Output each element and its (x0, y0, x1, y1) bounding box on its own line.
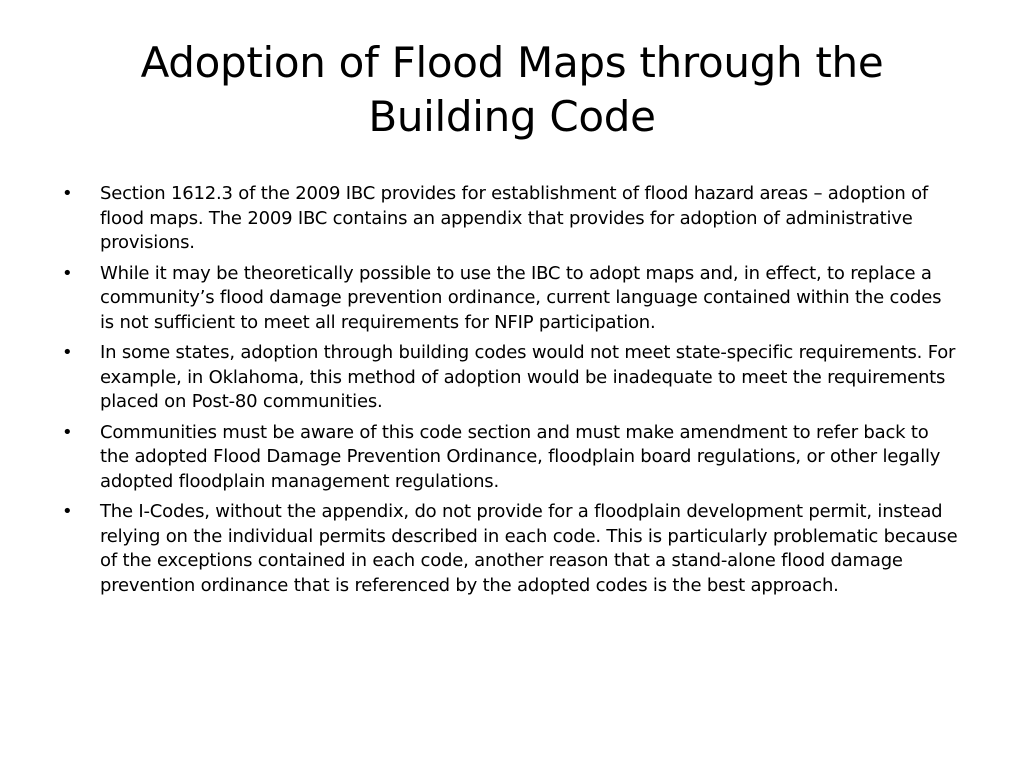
bullet-text: In some states, adoption through building codes would not meet state-specific requirements. For example, in Oklahoma, this method of adoption would be inadequate to meet the requirements placed on Post-80 communities. (100, 342, 956, 412)
bullet-icon: • (62, 342, 73, 363)
bullet-item (60, 500, 960, 598)
slide-title: Adoption of Flood Maps through the Building Code (140, 38, 884, 141)
bullet-text: The I-Codes, without the appendix, do not provide for a floodplain development permit, instead relying on the individual permits described in each code. This is particularly problematic because of the exceptions contained in each code, another reason that a stand-alone flood damage prevention ordinance that is referenced by the adopted codes is the best approach. (100, 501, 958, 596)
bullet-icon: • (62, 421, 73, 443)
bullet-icon: • (62, 262, 73, 284)
bullet-icon: • (62, 501, 73, 522)
bullet-item (60, 421, 960, 495)
bullet-item (60, 341, 960, 415)
bullet-list (60, 182, 960, 604)
bullet-text: Communities must be aware of this code section and must make amendment to refer back to the adopted Flood Damage Prevention Ordinance, floodplain board regulations, or other legally adopted floodplain management regulations. (100, 421, 941, 492)
bullet-text: Section 1612.3 of the 2009 IBC provides for establishment of flood hazard areas – adoption of flood maps. The 2009 IBC contains an appendix that provides for adoption of administrative provisions. (100, 183, 929, 253)
bullet-item (60, 182, 960, 256)
bullet-item (60, 262, 960, 336)
bullet-icon: • (62, 183, 73, 204)
bullet-text: While it may be theoretically possible to use the IBC to adopt maps and, in effect, to replace a community’s flood damage prevention ordinance, current language contained within the codes is not sufficient to meet all requirements for NFIP participation. (100, 262, 942, 333)
